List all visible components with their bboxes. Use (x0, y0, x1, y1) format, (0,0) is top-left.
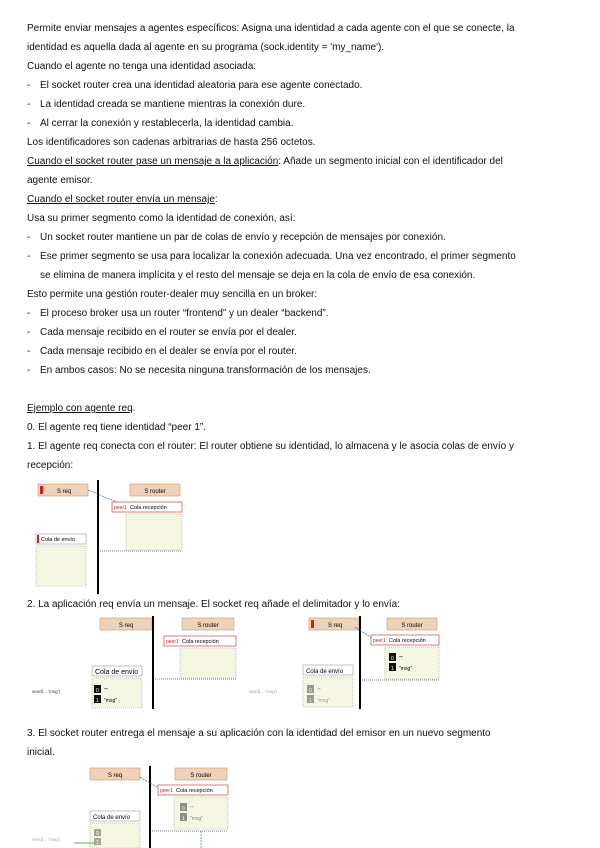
figure-step-1 (30, 478, 200, 596)
identifiers-text: Los identificadores son cadenas arbitrarias de hasta 256 octetos. (27, 137, 316, 148)
frame-1-index: 1 (96, 840, 99, 846)
frame-0-index: 0 (96, 831, 99, 837)
pass-heading: Cuando el socket router pase un mensaje a la aplicación (27, 156, 279, 167)
no-identity-text: Cuando el agente no tenga una identidad asociada: (27, 61, 257, 72)
example-period: . (132, 403, 136, 414)
send-colon: : (214, 194, 218, 205)
recv-queue-label (158, 785, 228, 795)
bullet-a-3: Al cerrar la conexión y restablecerla, la identidad cambia. (40, 118, 294, 129)
step-1a: 1. El agente req conecta con el router: El router obtiene su identidad, lo almacena y le asocia colas de envío y (27, 441, 514, 452)
send-queue-label (92, 666, 142, 676)
router-socket-tag (175, 768, 227, 780)
frame-1-index: 1 (309, 698, 312, 704)
intro-line-1: Permite enviar mensajes a agentes específicos: Asigna una identidad a cada agente con el que se conecte, la (27, 23, 515, 34)
figure-step-3 (30, 765, 230, 848)
frame-0-value: "" (399, 656, 403, 662)
req-socket-tag (309, 618, 359, 630)
bullet-c-1: El proceso broker usa un router “frontend” y un dealer “backend”. (40, 308, 329, 319)
frame-0-index: 0 (309, 688, 312, 694)
recv-queue-label (164, 636, 236, 646)
send-queue-text: Cola de envío (41, 537, 75, 543)
frame-0-value: "" (317, 688, 321, 694)
recv-queue-label (112, 502, 182, 512)
req-socket-tag (100, 618, 152, 630)
step-3b: inicial. (27, 747, 55, 758)
bullet-c-2: Cada mensaje recibido en el router se envía por el dealer. (40, 327, 297, 338)
peer-label: peer1 (166, 639, 179, 645)
dash-marker: - (27, 251, 31, 262)
dash-marker: - (27, 308, 31, 319)
peer-label: peer1 (114, 505, 127, 511)
recv-queue-text: Cola recepción (176, 788, 213, 794)
frame-1-index: 1 (182, 816, 185, 822)
step-2: 2. La aplicación req envía un mensaje. El socket req añade el delimitador y lo envía: (27, 599, 400, 610)
frame-0-value: "" (104, 688, 108, 694)
router-socket-tag (130, 484, 180, 496)
bullet-c-3: Cada mensaje recibido en el dealer se envía por el router. (40, 346, 297, 357)
step-0: 0. El agente req tiene identidad “peer 1”. (27, 422, 207, 433)
pass-paragraph (27, 155, 503, 169)
dash-marker: - (27, 80, 31, 91)
dash-marker: - (27, 365, 31, 376)
req-socket-tag (38, 484, 88, 496)
send-heading: Cuando el socket router envía un mensaje (27, 194, 215, 205)
send-queue-box (36, 546, 86, 586)
bullet-a-1: El socket router crea una identidad aleatoria para ese agente conectado. (40, 80, 363, 91)
connection-line (355, 627, 373, 639)
step-1b: recepción: (27, 460, 74, 471)
peer-label: peer1 (373, 638, 386, 644)
example-heading-line (27, 402, 135, 416)
send-paragraph (27, 193, 218, 207)
dash-marker: - (27, 327, 31, 338)
example-heading: Ejemplo con agente req (27, 403, 133, 414)
frame-1-value: "msg" (399, 666, 412, 672)
recv-queue-text: Cola recepción (130, 505, 167, 511)
router-socket-tag (387, 618, 437, 630)
send-queue-label (303, 665, 353, 675)
recv-queue-text: Cola recepción (182, 639, 219, 645)
recv-queue-box (126, 514, 182, 550)
frame-0-index: 0 (96, 688, 99, 694)
dash-marker: - (27, 346, 31, 357)
bullet-c-4: En ambos casos: No se necesita ninguna transformación de los mensajes. (40, 365, 371, 376)
router-tag-label: S router (190, 773, 212, 779)
send-queue-label (36, 534, 86, 544)
broker-intro: Esto permite una gestión router-dealer muy sencilla en un broker: (27, 289, 318, 300)
frame-1-value: "msg" (104, 698, 117, 704)
send-call-text: send(... 'msg') (32, 837, 60, 842)
send-queue-text: Cola de envío (306, 669, 344, 675)
frame-0-index: 0 (391, 656, 394, 662)
frame-1-index: 1 (96, 698, 99, 704)
frame-1-index: 1 (391, 666, 394, 672)
frame-1-value: "msg" (190, 816, 203, 822)
dash-marker: - (27, 118, 31, 129)
figure-step-2-right (247, 615, 442, 710)
req-socket-tag (90, 768, 140, 780)
send-intro: Usa su primer segmento como la identidad de conexión, así: (27, 213, 296, 224)
frame-0-index: 0 (182, 806, 185, 812)
send-queue-text: Cola de envío (93, 815, 131, 821)
dash-marker: - (27, 232, 31, 243)
bullet-a-2: La identidad creada se mantiene mientras la conexión dure. (40, 99, 306, 110)
bullet-b-1: Un socket router mantiene un par de colas de envío y recepción de mensajes por conexión. (40, 232, 446, 243)
req-tag-label: S req (118, 623, 134, 629)
frame-0-value: "" (190, 806, 194, 812)
figure-step-2-left (30, 615, 240, 710)
bullet-b-2: Ese primer segmento se usa para localizar la conexión adecuada. Una vez encontrado, el primer segmento (40, 251, 516, 262)
router-tag-label: S router (401, 623, 423, 629)
router-socket-tag (182, 618, 234, 630)
recv-queue-label (371, 635, 439, 645)
peer-label: peer1 (160, 788, 173, 794)
dash-marker: - (27, 99, 31, 110)
recv-queue-box (180, 648, 236, 678)
intro-line-2: identidad es aquella dada al agente en su programa (sock.identity = 'my_name'). (27, 42, 385, 53)
send-queue-label (90, 811, 140, 821)
send-call-text: send(... 'msg') (32, 689, 60, 694)
router-tag-label: S router (197, 623, 219, 629)
router-tag-label: S router (144, 489, 166, 495)
pass-rest: : Añade un segmento inicial con el identificador del (278, 156, 503, 167)
bullet-b-2-cont: se elimina de manera implícita y el resto del mensaje se deja en la cola de envío de esa conexión. (40, 270, 476, 281)
req-tag-label: S req (107, 773, 123, 779)
frame-1-value: "msg" (317, 698, 330, 704)
send-call-text: send(... 'msg') (249, 689, 277, 694)
send-queue-text: Cola de envío (95, 669, 139, 676)
pass-line-2: agente emisor. (27, 175, 93, 186)
step-3a: 3. El socket router entrega el mensaje a su aplicación con la identidad del emisor en un nuevo segmento (27, 728, 491, 739)
recv-queue-text: Cola recepción (389, 638, 426, 644)
req-tag-label: S req (56, 489, 72, 495)
req-tag-label: S req (327, 623, 343, 629)
